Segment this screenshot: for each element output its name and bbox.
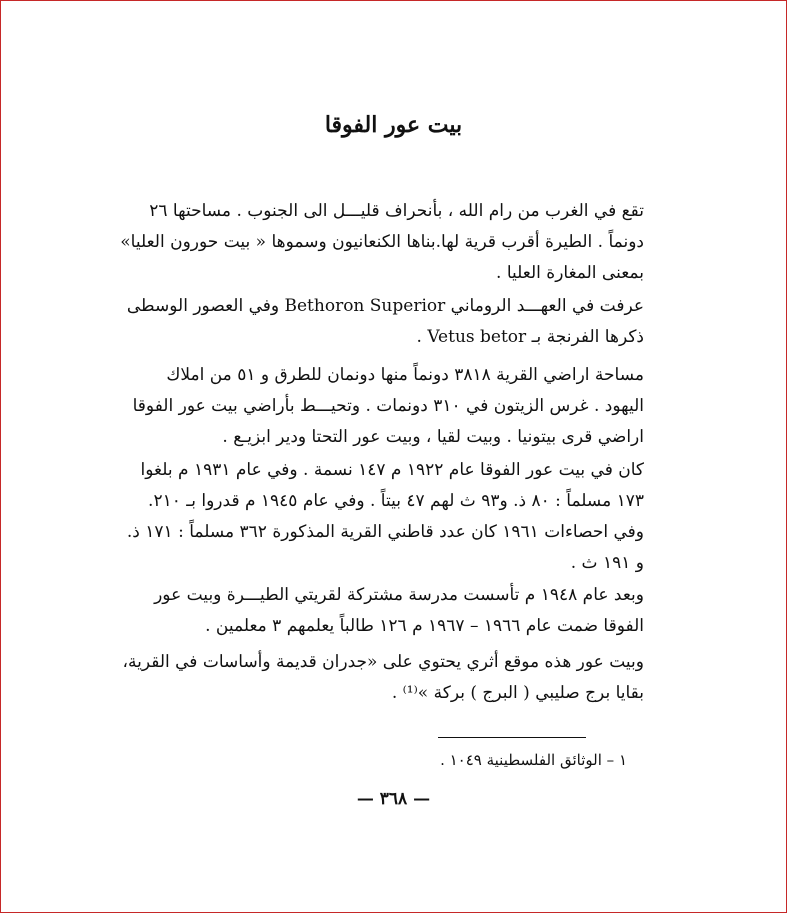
text-line: ١٧٣ مسلماً : ٨٠ ذ. و٩٣ ث لهم ٤٧ بيتاً . وفي عام ١٩٤٥ م قدروا بـ ٢١٠.: [148, 491, 644, 511]
paragraph-archaeology: [122, 647, 644, 709]
text-line: ذكرها الفرنجة بـ Vetus betor .: [416, 327, 644, 347]
text-line: بقايا برج صليبي ( البرج ) بركة »⁽¹⁾ .: [391, 683, 644, 703]
paragraph-population: [126, 455, 644, 579]
text-line: الفوقا ضمت عام ١٩٦٦ – ١٩٦٧ م ١٢٦ طالباً يعلمهم ٣ معلمين .: [205, 616, 644, 636]
text-line: وفي احصاءات ١٩٦١ كان عدد قاطني القرية المذكورة ٣٦٢ مسلماً : ١٧١ ذ.: [126, 522, 644, 542]
paragraph-location: [120, 196, 644, 289]
paragraph-school: [138, 580, 644, 642]
text-line: اليهود . غرس الزيتون في ٣١٠ دونمات . وتحيـــط بأراضي بيت عور الفوقا: [132, 396, 644, 416]
page-title: بيت عور الفوقا: [324, 112, 463, 138]
text-line: وبيت عور هذه موقع أثري يحتوي على «جدران قديمة وأساسات في القرية،: [122, 652, 644, 672]
page-number: — ٣٦٨ —: [356, 789, 431, 809]
text-line: دونماً . الطيرة أقرب قرية لها.بناها الكنعانيون وسموها « بيت حورون العليا»: [120, 232, 644, 252]
text-line: و ١٩١ ث .: [570, 553, 644, 573]
text-line: كان في بيت عور الفوقا عام ١٩٢٢ م ١٤٧ نسمة . وفي عام ١٩٣١ م بلغوا: [140, 460, 644, 480]
footnote-separator: [438, 737, 586, 738]
paragraph-land: [132, 360, 644, 453]
text-line: وبعد عام ١٩٤٨ م تأسست مدرسة مشتركة لقريتي الطيـــرة وبيت عور: [154, 585, 644, 605]
text-line: اراضي قرى بيتونيا . وبيت لقيا ، وبيت عور التحتا ودير ابزيـع .: [222, 427, 644, 447]
footnote: ١ – الوثائق الفلسطينية ١٠٤٩ .: [440, 751, 627, 769]
paragraph-history: [126, 291, 644, 353]
text-line: تقع في الغرب من رام الله ، بأنحراف قليـــل الى الجنوب . مساحتها ٢٦: [149, 201, 644, 221]
text-line: مساحة اراضي القرية ٣٨١٨ دونماً منها دونمان للطرق و ٥١ من املاك: [166, 365, 644, 385]
text-line: بمعنى المغارة العليا .: [496, 263, 644, 283]
text-line: عرفت في العهـــد الروماني Bethoron Superior وفي العصور الوسطى: [126, 296, 644, 316]
